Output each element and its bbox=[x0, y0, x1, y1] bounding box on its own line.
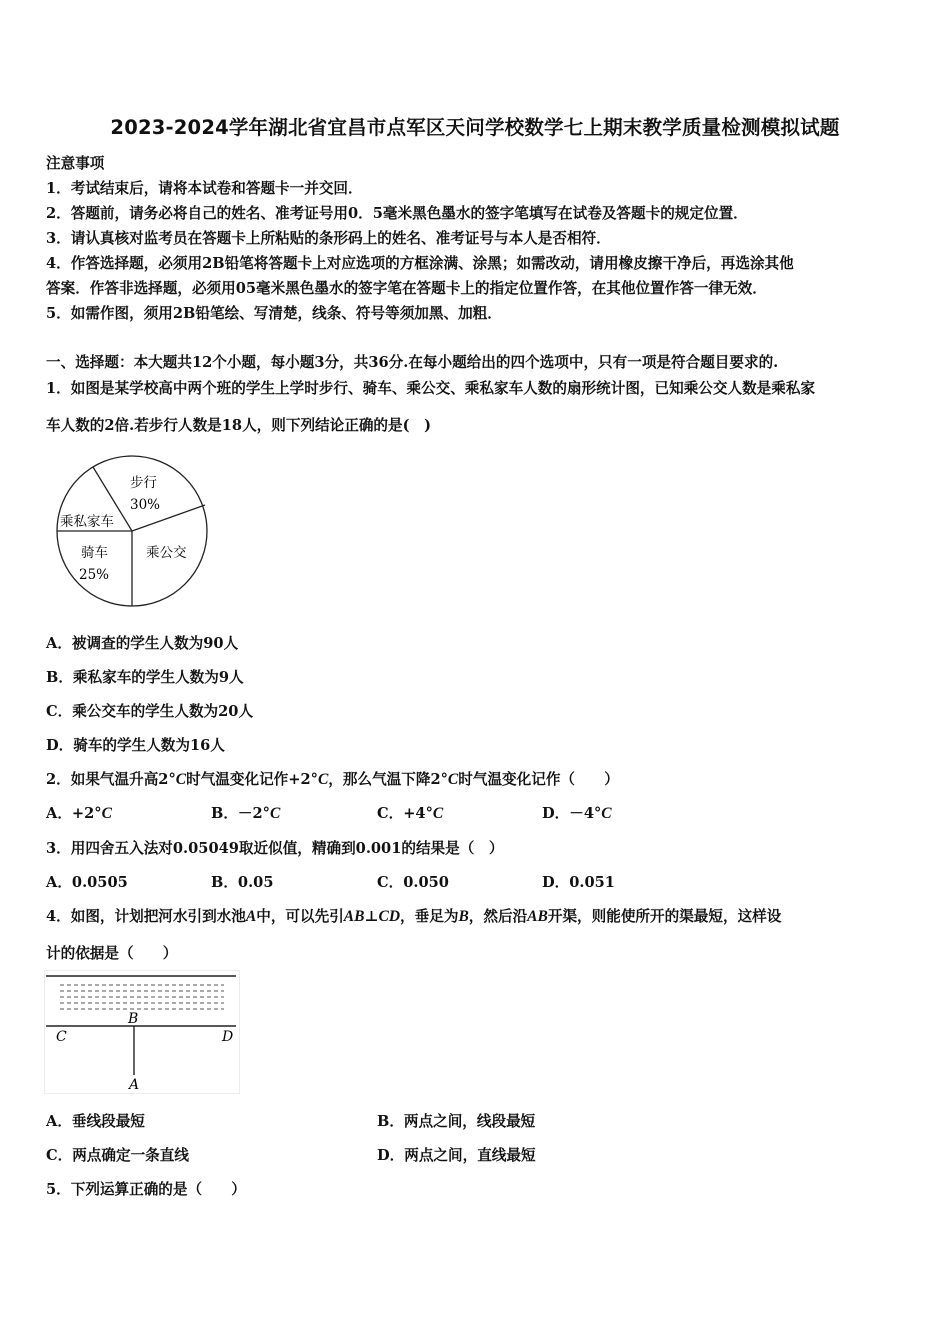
slice-label-bike: 骑车 bbox=[81, 545, 108, 561]
q2-option-d-text: D．－4° bbox=[542, 805, 602, 822]
q4-option-a: A．垂线段最短 bbox=[46, 1113, 145, 1130]
notice-heading: 注意事项 bbox=[46, 155, 105, 172]
q4-stem-c: ，垂足为 bbox=[400, 908, 459, 925]
notice-item-4: 4．作答选择题，必须用2B铅笔将答题卡上对应选项的方框涂满、涂黑；如需改动，请用橡皮擦干净后，再选涂其他 bbox=[46, 255, 794, 272]
q1-stem-line1: 1．如图是某学校高中两个班的学生上学时步行、骑车、乘公交、乘私家车人数的扇形统计图，已知乘公交人数是乘私家 bbox=[46, 380, 816, 397]
q2-unit-2: C bbox=[317, 771, 329, 788]
label-b: B bbox=[128, 1011, 139, 1027]
q2-stem-part-d: 时气温变化记作（ ） bbox=[458, 771, 619, 788]
q2-option-d-unit: C bbox=[601, 805, 612, 822]
q1-option-a: A．被调查的学生人数为90人 bbox=[46, 635, 239, 652]
q3-option-c: C．0.050 bbox=[377, 874, 449, 891]
slice-label-walk: 步行 bbox=[130, 475, 157, 491]
q2-option-c-text: C．+4° bbox=[377, 805, 433, 822]
q2-option-b-unit: C bbox=[269, 805, 281, 822]
q2-stem-part-c: ，那么气温下降2° bbox=[328, 771, 448, 788]
q2-stem bbox=[46, 768, 619, 789]
q1-pie-chart bbox=[54, 453, 210, 609]
q4-point-b: B bbox=[458, 908, 469, 925]
q2-unit-3: C bbox=[447, 771, 459, 788]
q1-option-d: D．骑车的学生人数为16人 bbox=[46, 737, 225, 754]
q2-stem-part-b: 时气温变化记作+2° bbox=[186, 771, 318, 788]
q4-segment-ab-2: AB bbox=[527, 908, 548, 925]
q3-option-b: B．0.05 bbox=[211, 874, 274, 891]
q4-line-cd: CD bbox=[378, 908, 401, 925]
q4-stem-b: 中，可以先引 bbox=[256, 908, 344, 925]
notice-item-2: 2．答题前，请务必将自己的姓名、准考证号用0．5毫米黑色墨水的签字笔填写在试卷及答题卡的规定位置． bbox=[46, 205, 748, 222]
q3-option-d: D．0.051 bbox=[542, 874, 615, 891]
notice-item-5: 5．如需作图，须用2B铅笔绘、写清楚，线条、符号等须加黑、加粗． bbox=[46, 305, 502, 322]
slice-pct-walk: 30% bbox=[130, 497, 161, 513]
q4-stem-a: 4．如图，计划把河水引到水池 bbox=[46, 908, 246, 925]
slice-label-bus: 乘公交 bbox=[146, 545, 187, 561]
q1-option-c: C．乘公交车的学生人数为20人 bbox=[46, 703, 254, 720]
q4-option-b: B．两点之间，线段最短 bbox=[377, 1113, 536, 1130]
q4-point-a: A bbox=[245, 908, 257, 925]
slice-pct-bike: 25% bbox=[79, 567, 110, 583]
q2-option-d bbox=[542, 802, 612, 823]
label-c: C bbox=[56, 1029, 67, 1045]
q4-stem-e: 开渠，则能使所开的渠最短，这样设 bbox=[547, 908, 782, 925]
q2-unit-1: C bbox=[175, 771, 187, 788]
notice-item-1: 1．考试结束后，请将本试卷和答题卡一并交回． bbox=[46, 180, 363, 197]
q2-option-c bbox=[377, 802, 443, 823]
q3-stem: 3．用四舍五入法对0.05049取近似值，精确到0.001的结果是（ ） bbox=[46, 840, 504, 857]
q4-stem-line1 bbox=[46, 905, 781, 926]
q2-option-a-text: A．+2° bbox=[46, 805, 102, 822]
q4-river-figure bbox=[44, 970, 240, 1094]
q4-stem-line2: 计的依据是（ ） bbox=[46, 945, 178, 962]
q2-option-a-unit: C bbox=[101, 805, 112, 822]
q1-option-b: B．乘私家车的学生人数为9人 bbox=[46, 669, 244, 686]
q4-perp-symbol: ⊥ bbox=[364, 908, 379, 925]
q4-stem-d: ，然后沿 bbox=[468, 908, 528, 925]
figure-frame bbox=[45, 971, 240, 1094]
notice-item-4-cont: 答案．作答非选择题，必须用05毫米黑色墨水的签字笔在答题卡上的指定位置作答，在其他位置作答一律无效． bbox=[46, 280, 767, 297]
q4-option-c: C．两点确定一条直线 bbox=[46, 1147, 189, 1164]
label-d: D bbox=[222, 1029, 234, 1045]
q2-option-b bbox=[211, 802, 280, 823]
q3-option-a: A．0.0505 bbox=[46, 874, 128, 891]
page-title: 2023-2024学年湖北省宜昌市点军区天问学校数学七上期末教学质量检测模拟试题 bbox=[110, 116, 840, 139]
q2-option-c-unit: C bbox=[432, 805, 444, 822]
q2-stem-part-a: 2．如果气温升高2° bbox=[46, 771, 176, 788]
q5-stem: 5．下列运算正确的是（ ） bbox=[46, 1181, 246, 1198]
q4-option-d: D．两点之间，直线最短 bbox=[377, 1147, 536, 1164]
q4-segment-ab: AB bbox=[343, 908, 365, 925]
slice-label-car: 乘私家车 bbox=[60, 514, 114, 530]
q2-option-b-text: B．－2° bbox=[211, 805, 270, 822]
notice-item-3: 3．请认真核对监考员在答题卡上所粘贴的条形码上的姓名、准考证号与本人是否相符． bbox=[46, 230, 611, 247]
q1-stem-line2: 车人数的2倍.若步行人数是18人，则下列结论正确的是( ) bbox=[46, 417, 432, 434]
q2-option-a bbox=[46, 802, 112, 823]
section-heading: 一、选择题：本大题共12个小题，每小题3分，共36分.在每小题给出的四个选项中，只有一项是符合题目要求的. bbox=[46, 354, 779, 371]
label-a: A bbox=[129, 1077, 140, 1093]
